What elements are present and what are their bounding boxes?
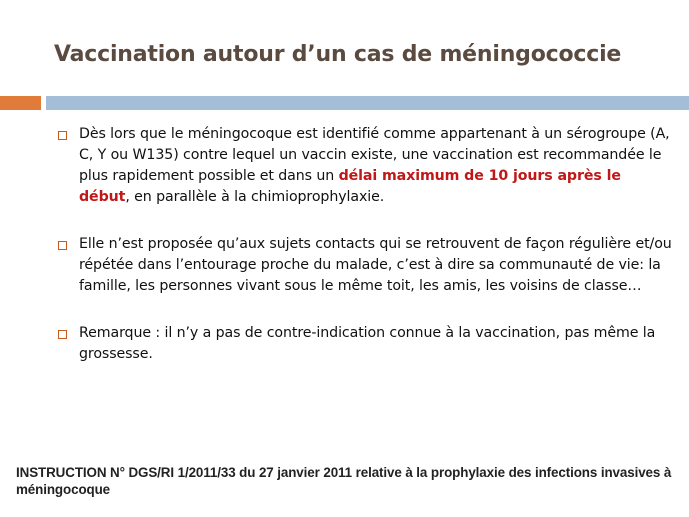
footer-reference: INSTRUCTION N° DGS/RI 1/2011/33 du 27 janvier 2011 relative à la prophylaxie des infections invasives à méningocoque	[16, 465, 672, 497]
bullet-list	[58, 124, 674, 365]
header-accent-blue	[46, 96, 689, 110]
slide-title: Vaccination autour d’un cas de méningococcie	[54, 42, 622, 67]
bullet-emphasis: délai maximum de 10 jours après le début	[79, 168, 621, 205]
bullet-text: Elle n’est proposée qu’aux sujets contacts qui se retrouvent de façon régulière et/ou répétée dans l’entourage proche du malade, c’est à dire sa communauté de vie: la famille, les personnes vivant sous le même toit, les amis, les voisins de classe…	[79, 236, 672, 294]
bullet-text	[79, 126, 670, 205]
hollow-square-bullet-icon	[58, 241, 67, 250]
hollow-square-bullet-icon	[58, 131, 67, 140]
bullet-text: Remarque : il n’y a pas de contre-indication connue à la vaccination, pas même la grossesse.	[79, 325, 656, 362]
bullet-text-before: Dès lors que le méningocoque est identifié comme appartenant à un sérogroupe (A, C, Y ou W135) contre lequel un vaccin existe, une vaccination est recommandée le plus rapidement possible et dans un	[79, 126, 670, 184]
bullet-item-vaccination-delay	[58, 124, 674, 208]
hollow-square-bullet-icon	[58, 330, 67, 339]
bullet-item-contacts	[58, 234, 674, 297]
header-accent-orange	[0, 96, 41, 110]
bullet-text-after: , en parallèle à la chimioprophylaxie.	[125, 189, 385, 205]
bullet-item-remark	[58, 323, 674, 365]
